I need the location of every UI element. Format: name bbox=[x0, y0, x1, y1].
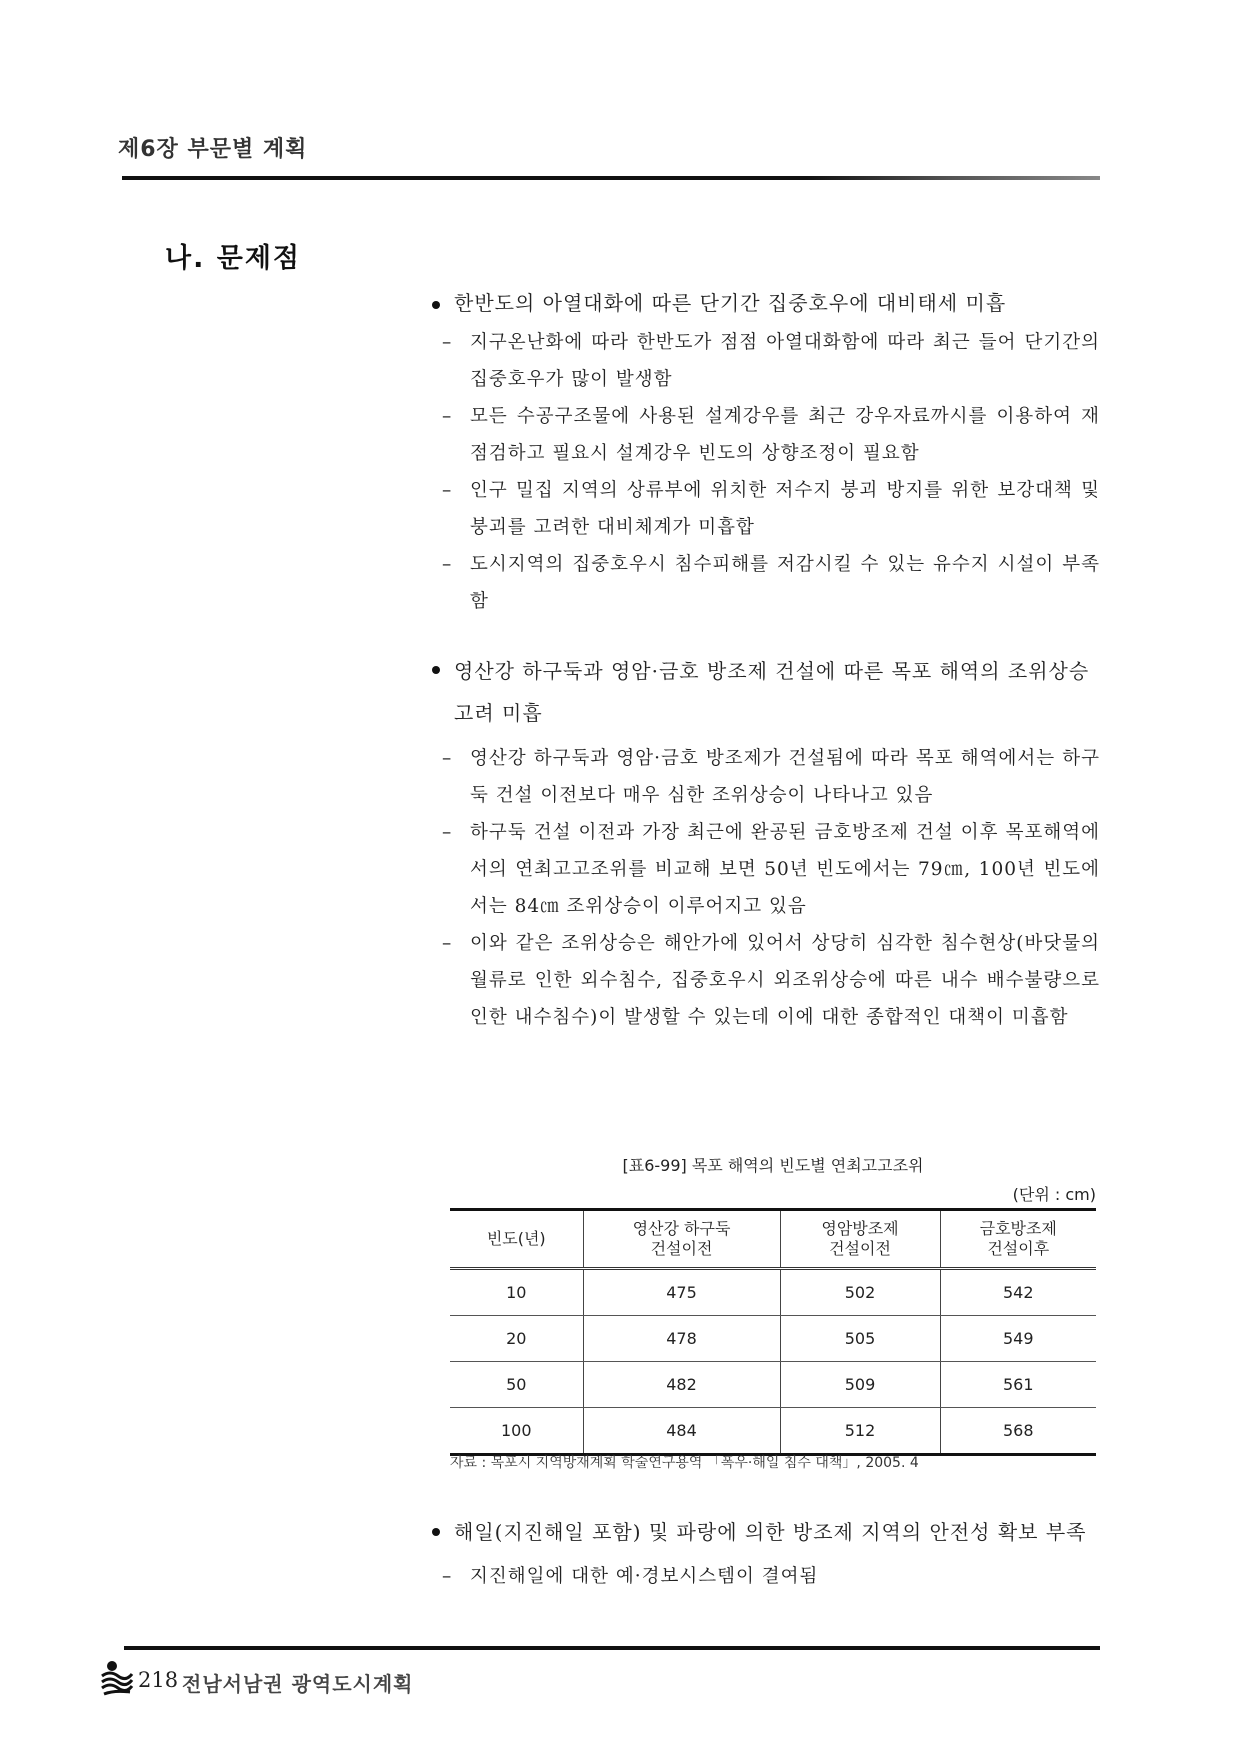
dash-item bbox=[428, 925, 1100, 1036]
table-header-row bbox=[450, 1210, 1096, 1269]
dash-mark: – bbox=[442, 933, 453, 954]
dash-text: 모든 수공구조물에 사용된 설계강우를 최근 강우자료까시를 이용하여 재점검하고 필요시 설계강우 빈도의 상향조정이 필요함 bbox=[470, 406, 1100, 464]
table-source: 자료 : 목포시 지역방재계획 학술연구용역 「폭우·해일 침수 대책」, 2005. 4 bbox=[450, 1455, 919, 1471]
table-cell: 484 bbox=[583, 1408, 780, 1455]
table-cell: 561 bbox=[940, 1362, 1096, 1408]
table-cell: 549 bbox=[940, 1316, 1096, 1362]
table-cell: 542 bbox=[940, 1269, 1096, 1316]
table-cell: 505 bbox=[780, 1316, 940, 1362]
issue-block-2 bbox=[428, 650, 1100, 1036]
dash-text: 하구둑 건설 이전과 가장 최근에 완공된 금호방조제 건설 이후 목포해역에서의 연최고고조위를 비교해 보면 50년 빈도에서는 79㎝, 100년 빈도에서는 84㎝ 조위상승이 이루어지고 있음 bbox=[470, 822, 1100, 917]
bullet-item: 해일(지진해일 포함) 및 파랑에 의한 방조제 지역의 안전성 확보 부족 bbox=[428, 1512, 1100, 1552]
dash-item bbox=[428, 398, 1100, 472]
dash-mark: – bbox=[442, 748, 453, 769]
dash-item bbox=[428, 324, 1100, 398]
dash-text: 영산강 하구둑과 영암·금호 방조제가 건설됨에 따라 목포 해역에서는 하구둑 건설 이전보다 매우 심한 조위상승이 나타나고 있음 bbox=[470, 748, 1100, 806]
table-cell: 502 bbox=[780, 1269, 940, 1316]
dash-item bbox=[428, 546, 1100, 620]
dash-text: 지진해일에 대한 예·경보시스템이 결여됨 bbox=[470, 1566, 819, 1587]
dash-item bbox=[428, 814, 1100, 925]
dash-mark: – bbox=[442, 406, 453, 427]
table-cell: 100 bbox=[450, 1408, 583, 1455]
table-cell: 509 bbox=[780, 1362, 940, 1408]
table-cell: 475 bbox=[583, 1269, 780, 1316]
dash-mark: – bbox=[442, 480, 453, 501]
issue-block-1 bbox=[428, 285, 1100, 620]
dash-text: 지구온난화에 따라 한반도가 점점 아열대화함에 따라 최근 들어 단기간의 집중호우가 많이 발생함 bbox=[470, 332, 1100, 390]
table-cell: 20 bbox=[450, 1316, 583, 1362]
section-title: 나. 문제점 bbox=[165, 243, 301, 274]
table-row bbox=[450, 1408, 1096, 1455]
table-row bbox=[450, 1269, 1096, 1316]
header-rule bbox=[122, 176, 1100, 180]
column-header-frequency: 빈도(년) bbox=[450, 1210, 583, 1269]
table-cell: 512 bbox=[780, 1408, 940, 1455]
dash-text: 이와 같은 조위상승은 해안가에 있어서 상당히 심각한 침수현상(바닷물의 월류로 인한 외수침수, 집중호우시 외조위상승에 따른 내수 배수불량으로 인한 내수침수)이 발생할 수 있는데 이에 대한 종합적인 대책이 미흡함 bbox=[470, 933, 1100, 1028]
tide-level-table bbox=[450, 1208, 1096, 1456]
running-header: 제6장 부문별 계획 bbox=[118, 137, 308, 162]
table-cell: 568 bbox=[940, 1408, 1096, 1455]
dash-text: 인구 밀집 지역의 상류부에 위치한 저수지 붕괴 방지를 위한 보강대책 및 붕괴를 고려한 대비체계가 미흡합 bbox=[470, 480, 1100, 538]
table-cell: 482 bbox=[583, 1362, 780, 1408]
column-header-yeongsan: 영산강 하구둑 건설이전 bbox=[583, 1210, 780, 1269]
table-unit: (단위 : cm) bbox=[1012, 1185, 1096, 1204]
dash-item bbox=[428, 740, 1100, 814]
dash-item bbox=[428, 1558, 1100, 1595]
page-number: 218 bbox=[138, 1668, 179, 1692]
dash-item bbox=[428, 472, 1100, 546]
footer-rule bbox=[124, 1646, 1100, 1650]
table-cell: 10 bbox=[450, 1269, 583, 1316]
book-title: 전남서남권 광역도시계획 bbox=[182, 1672, 414, 1696]
dash-mark: – bbox=[442, 332, 453, 353]
dash-text: 도시지역의 집중호우시 침수피해를 저감시킬 수 있는 유수지 시설이 부족함 bbox=[470, 554, 1100, 612]
column-header-yeongam: 영암방조제 건설이전 bbox=[780, 1210, 940, 1269]
table-row bbox=[450, 1362, 1096, 1408]
issue-block-3 bbox=[428, 1512, 1100, 1595]
column-header-geumho: 금호방조제 건설이후 bbox=[940, 1210, 1096, 1269]
dash-mark: – bbox=[442, 822, 453, 843]
bullet-item: 한반도의 아열대화에 따른 단기간 집중호우에 대비태세 미흡 bbox=[428, 285, 1100, 322]
wave-logo-icon bbox=[100, 1660, 134, 1696]
bullet-item: 영산강 하구둑과 영암·금호 방조제 건설에 따른 목포 해역의 조위상승 고려 미흡 bbox=[428, 650, 1100, 734]
table-row bbox=[450, 1316, 1096, 1362]
table-cell: 478 bbox=[583, 1316, 780, 1362]
dash-mark: – bbox=[442, 1566, 453, 1587]
dash-mark: – bbox=[442, 554, 453, 575]
table-caption: [표6-99] 목포 해역의 빈도별 연최고고조위 bbox=[622, 1156, 924, 1175]
table-cell: 50 bbox=[450, 1362, 583, 1408]
